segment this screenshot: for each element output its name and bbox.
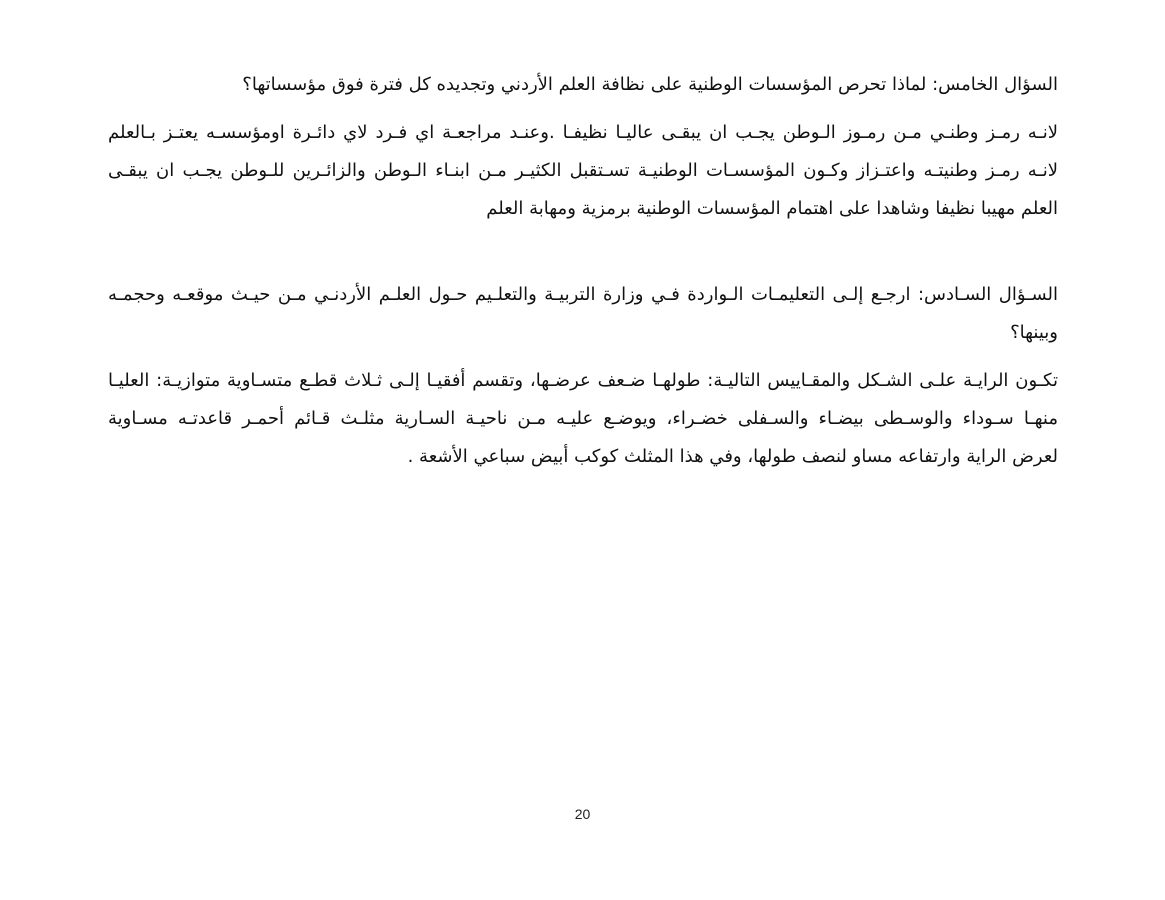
answer-six-line-2: منهـا سـوداء والوسـطى بيضـاء والسـفلى خضـراء، ويوضـع عليـه مـن ناحيـة السـارية مثلـث قـائم أحمـر قاعدتـه مسـاوية [108,408,1058,429]
answer-five [108,114,1058,228]
page-number: 20 [574,806,591,822]
question-five: السؤال الخامس: لماذا تحرص المؤسسات الوطنية على نظافة العلم الأردني وتجديده كل فترة فوق مؤسساتها؟ [242,74,1058,95]
question-six-line-2: وبينها؟ [1010,322,1058,343]
question-six-line-1: السـؤال السـادس: ارجـع إلـى التعليمـات الـواردة فـي وزارة التربيـة والتعلـيم حـول العلـم الأردنـي مـن حيـث موقعـه وحجمـه [108,284,1058,305]
question-six [108,276,1058,352]
section-spacer [108,228,1058,276]
answer-six-line-3: لعرض الراية وارتفاعه مساو لنصف طولها، وفي هذا المثلث كوكب أبيض سباعي الأشعة . [407,446,1058,467]
answer-five-line-3: العلم مهيبا نظيفا وشاهدا على اهتمام المؤسسات الوطنية برمزية ومهابة العلم [486,198,1058,219]
answer-six-line-1: تكـون الرايـة علـى الشـكل والمقـاييس التاليـة: طولهـا ضـعف عرضـها، وتقسم أفقيـا إلـى ثـلاث قطـع متسـاوية متوازيـة: العليـا [108,370,1058,391]
answer-six [108,362,1058,476]
document-content [108,66,1058,476]
answer-five-line-1: لانـه رمـز وطنـي مـن رمـوز الـوطن يجـب ان يبقـى عاليـا نظيفـا .وعنـد مراجعـة اي فـرد لاي دائـرة اومؤسسـه يعتـز بـالعلم [108,122,1058,143]
answer-five-line-2: لانـه رمـز وطنيتـه واعتـزاز وكـون المؤسسـات الوطنيـة تسـتقبل الكثيـر مـن ابنـاء الـوطن والزائـرين للـوطن يجـب ان يبقـى [108,160,1058,181]
